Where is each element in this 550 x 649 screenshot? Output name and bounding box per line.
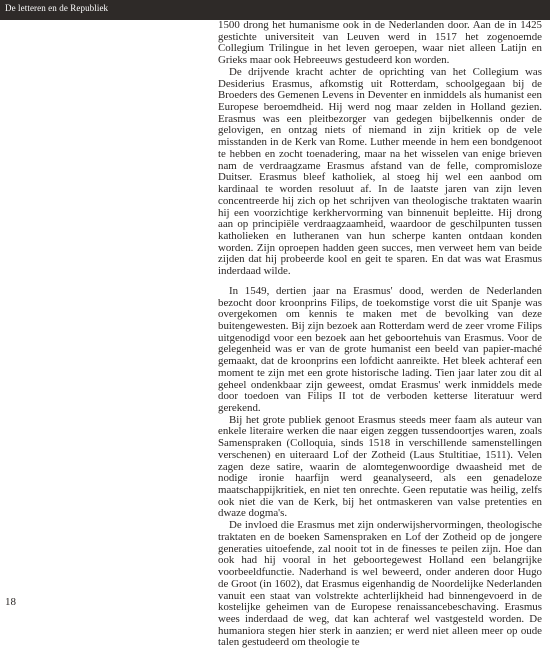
paragraph-5: De invloed die Erasmus met zijn onderwijshervormingen, theologische traktaten en de boeken Samenspraken en Lof der Zotheid op de jongere generaties uitoefende, zal nooit tot in de finesses te peilen zijn. Hoe dan ook had hij vooral in het geboortegewest Holland een belangrijke voorbeeldfunctie. Naderhand is wel beweerd, onder anderen door Hugo de Groot (in 1602), dat Erasmus eigenhandig de Noordelijke Nederlanden vanuit een staat van volstrekte achterlijkheid had binnengevoerd in de kostelijke geheimen van de Europese renaissancebeschaving. Erasmus wees inderdaad de weg, dat kan achteraf wel vastgesteld worden. De humaniora stegen hier sterk in aanzien; er werd niet alleen meer op oude talen gestudeerd om theologie te — [218, 519, 542, 649]
paragraph-3: In 1549, dertien jaar na Erasmus' dood, werden de Nederlanden bezocht door kroonprins Filips, de toekomstige vorst die uit Spanje was overgekomen om kennis te maken met de bevolking van deze buitengewesten. Bij zijn bezoek aan Rotterdam werd de zeer vrome Filips uitgenodigd voor een bezoek aan het geboortehuis van Erasmus. Voor de gelegenheid was er van de grote humanist een beeld van papier-maché gemaakt, dat de kroonprins een lofdicht aanreikte. Het bleek achteraf een moment te zijn met een grote historische lading. Tien jaar later zou dit al geheel ondenkbaar zijn geweest, omdat Erasmus' werk inmiddels mede door toedoen van Filips II tot de verboden ketterse literatuur werd gerekend. — [218, 284, 542, 414]
running-head: De letteren en de Republiek — [5, 3, 109, 13]
paragraph-2: De drijvende kracht achter de oprichting van het Collegium was Desiderius Erasmus, afkomstig uit Rotterdam, schoolgegaan bij de Broeders des Gemenen Levens in Deventer en inmiddels als humanist een Europese beroemdheid. Hij werd nog maar zelden in Holland gezien. Erasmus was een pleitbezorger van gedegen bijbelkennis onder de gelovigen, en ontzag niets of niemand in zijn kritiek op de vele misstanden in de Kerk van Rome. Luther meende in hem een bondgenoot te hebben en zocht toenadering, maar na het wisselen van enige brieven nam de verdraagzame Erasmus afstand van de felle, compromisloze Duitser. Erasmus bleef katholiek, al stoeg hij wel een aanbod om kardinaal te worden resoluut af. In de laatste jaren van zijn leven concentreerde hij zich op het schrijven van theologische traktaten waarin hij een voorzichtige kerkhervorming van binnenuit bepleitte. Hij drong aan op principiële verdraagzaamheid, waardoor de geschilpunten tussen katholieken en lutheranen van hun scherpe kanten ontdaan konden worden. Zijn oproepen hadden geen succes, men verweet hem van beide zijden dat hij probeerde kool en geit te sparen. En dat was wat Erasmus inderdaad wilde. — [218, 65, 542, 278]
paragraph-4: Bij het grote publiek genoot Erasmus steeds meer faam als auteur van enkele literaire werken die naar eigen zeggen tussendoortjes waren, zoals Samenspraken (Colloquia, sinds 1518 in verschillende samenstellingen verschenen) en uiteraard Lof der Zotheid (Laus Stultitiae, 1511). Velen zagen deze satire, waarin de alomtegenwoordige dwaasheid met de nodige ironie haarfijn werd geanalyseerd, als een genadeloze maatschappijkritiek, en niet ten onrechte. Geen reputatie was heilig, zelfs ook niet die van de Kerk, bij het ontmaskeren van valse pretenties en dwaze dogma's. — [218, 413, 542, 520]
body-text-column — [218, 20, 542, 649]
page-number: 18 — [5, 596, 16, 608]
running-head-bar — [0, 0, 550, 20]
paragraph-1: 1500 drong het humanisme ook in de Nederlanden door. Aan de in 1425 gestichte universiteit van Leuven werd in 1517 het zogenoemde Collegium Trilingue in het leven geroepen, waar niet alleen Latijn en Grieks maar ook Hebreeuws gestudeerd kon worden. — [218, 19, 542, 67]
